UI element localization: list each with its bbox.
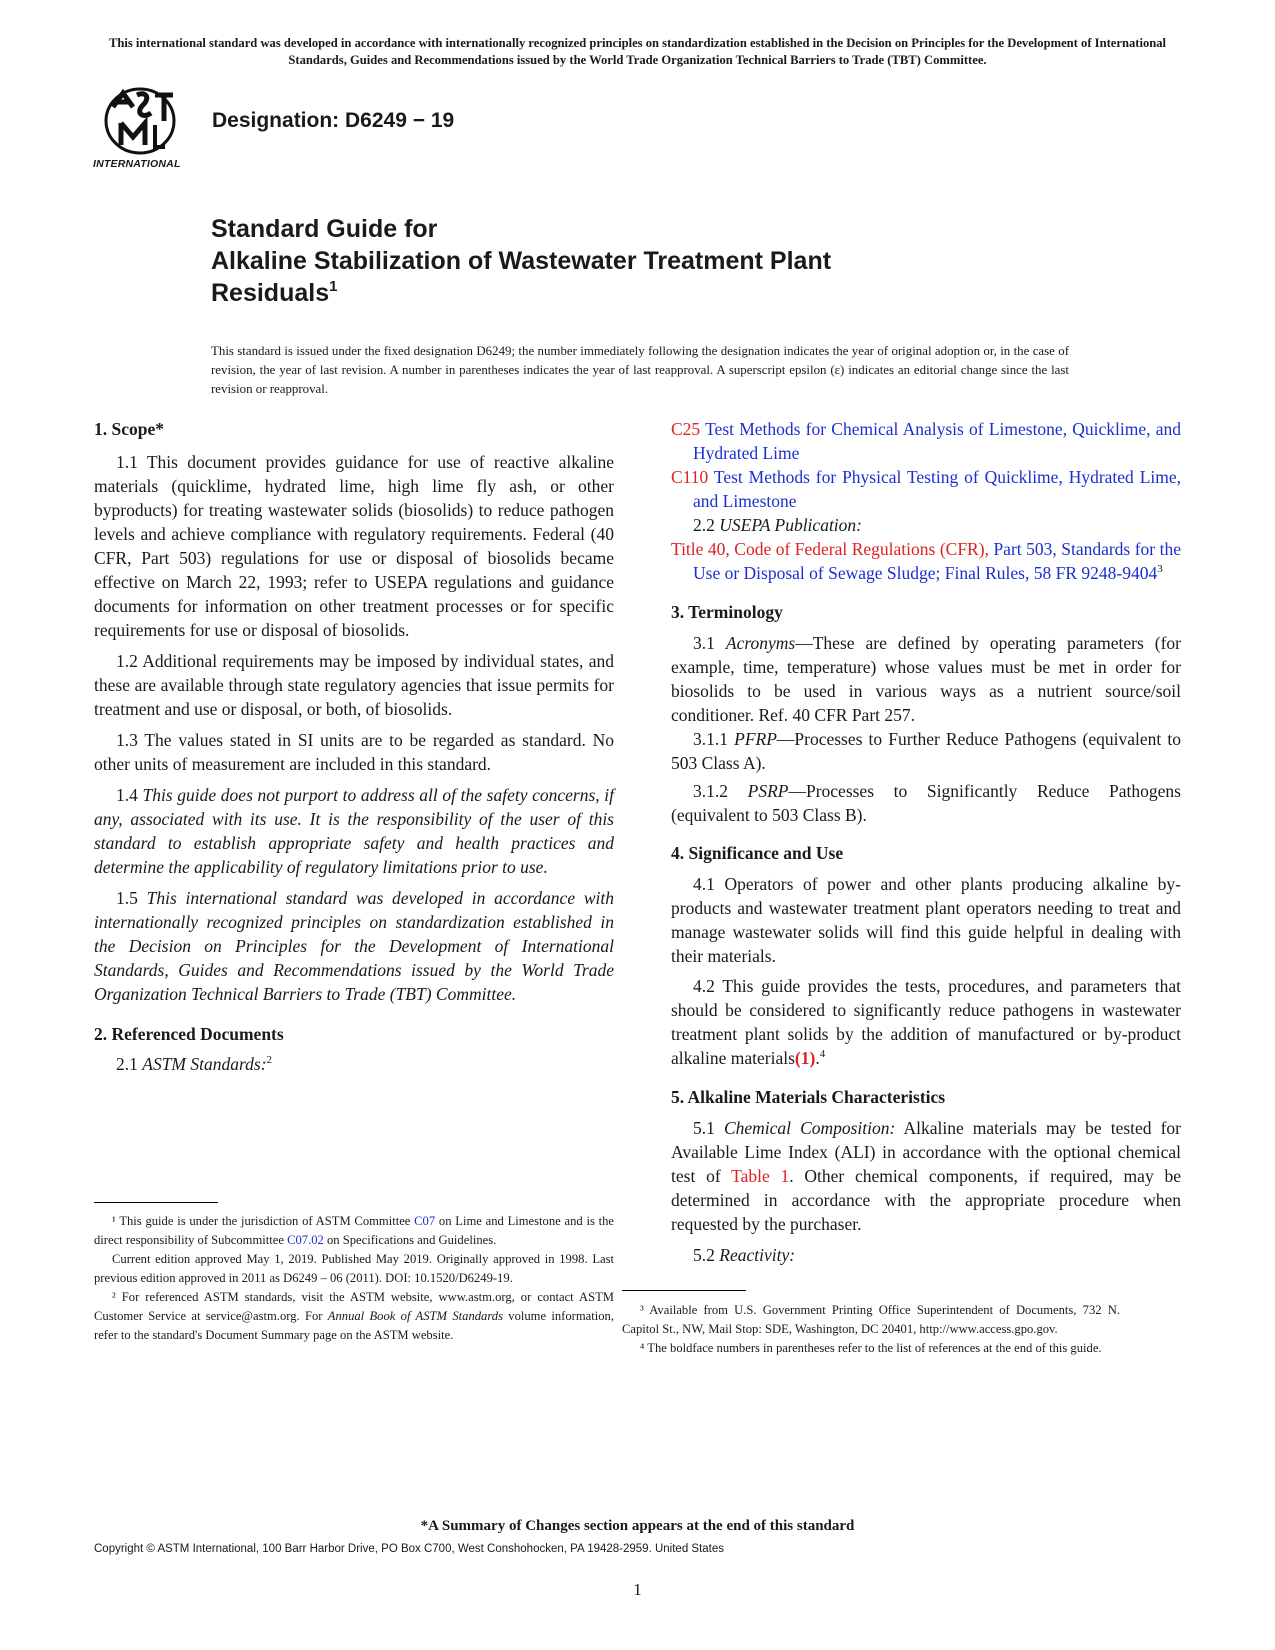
scope-heading: 1. Scope* — [94, 419, 164, 439]
reference-1-link[interactable]: (1) — [794, 1048, 816, 1068]
para-1-3: 1.3 The values stated in SI units are to be regarded as standard. No other units of measurement are included in this standard. — [94, 730, 614, 774]
significance-heading: 4. Significance and Use — [671, 843, 844, 863]
para-2-1: 2.1 ASTM Standards:$^2$ — [116, 1054, 273, 1074]
footnote-4: ⁴ The boldface numbers in parentheses refer to the list of references at the end of this guide. — [640, 1341, 1102, 1355]
alkaline-heading: 5. Alkaline Materials Characteristics — [671, 1087, 946, 1107]
para-1-1: 1.1 This document provides guidance for use of reactive alkaline materials (quicklime, hydrated lime, high lime fly ash, or other byproducts) for treating wastewater solids (biosolids) to reduce pathogen levels and achieve compliance with regulatory requirements. Federal (40 CFR, Part 503) regulations for use or disposal of biosolids became effective on March 22, 1993; refer to USEPA regulations and guidance documents for information on other treatment processes or for specific requirements for use or disposal of biosolids. — [94, 452, 614, 640]
title-line-2: Alkaline Stabilization of Wastewater Treatment Plant — [211, 247, 832, 275]
title-line-1: Standard Guide for — [211, 215, 438, 243]
table-1-link[interactable]: Table 1 — [731, 1166, 790, 1186]
footnote-1: ¹ This guide is under the jurisdiction of ASTM Committee C07 on Lime and Limestone and is the direct responsibility of Subcommittee C07.02 on Specifications and Guidelines. — [94, 1214, 614, 1247]
footnote-1-edition: Current edition approved May 1, 2019. Published May 2019. Originally approved in 1998. Last previous edition approved in 2011 as D6249 – 06 (2011). DOI: 10.1520/D6249-19. — [94, 1252, 614, 1285]
page-number: 1 — [633, 1580, 642, 1599]
para-3-1-2: 3.1.2 PSRP—Processes to Significantly Reduce Pathogens (equivalent to 503 Class B). — [671, 781, 1181, 825]
issuance-note: This standard is issued under the fixed designation D6249; the number immediately following the designation indicates the year of original adoption or, in the case of revision, the year of last revision. A number in parentheses indicates the year of last reapproval. A superscript epsilon (ε) indicates an editorial change since the last revision or reapproval. — [211, 344, 1069, 396]
designation: Designation: D6249 − 19 — [212, 109, 455, 132]
astm-logo — [93, 85, 195, 175]
footnote-rule-left — [94, 1202, 218, 1203]
para-4-2: 4.2 This guide provides the tests, procedures, and parameters that should be considered to significantly reduce pathogens in wastewater treatment plant solids by the addition of manufactured or by-product alkaline materials(1).$^4$ — [671, 976, 1181, 1068]
para-5-1: 5.1 Chemical Composition: Alkaline materials may be tested for Available Lime Index (ALI) in accordance with the optional chemical test of Table 1. Other chemical components, if required, may be determined in accordance with the appropriate procedure when requested by the purchaser. — [671, 1118, 1182, 1234]
para-5-2: 5.2 Reactivity: — [693, 1245, 796, 1265]
footnotes-right — [622, 1301, 1120, 1358]
para-2-2: 2.2 USEPA Publication: — [693, 515, 862, 535]
footnote-2: ² For referenced ASTM standards, visit the ASTM website, www.astm.org, or contact ASTM Customer Service at service@astm.org. For Annual Book of ASTM Standards volume information, refer to the standard's Document Summary page on the ASTM website. — [94, 1290, 614, 1342]
footnote-3: ³ Available from U.S. Government Printing Office Superintendent of Documents, 732 N. Capitol St., NW, Mail Stop: SDE, Washington, DC 20401, http://www.access.gpo.gov. — [622, 1303, 1120, 1336]
ref-cfr[interactable]: Title 40, Code of Federal Regulations (CFR), Part 503, Standards for the Use or Disposal of Sewage Sludge; Final Rules, 58 FR 9248-9404$^3$ — [671, 539, 1182, 583]
para-1-4: 1.4 This guide does not purport to address all of the safety concerns, if any, associated with its use. It is the responsibility of the user of this standard to establish appropriate safety and health practices and determine the applicability of regulatory limitations prior to use. — [94, 785, 614, 877]
left-column — [94, 417, 614, 1076]
para-3-1: 3.1 Acronyms—These are defined by operating parameters (for example, time, temperature) whose values must be met in order for biosolids to be used in various ways as a nutrient source/soil conditioner. Ref. 40 CFR Part 257. — [671, 633, 1182, 725]
para-1-2: 1.2 Additional requirements may be imposed by individual states, and these are available through state regulatory agencies that issue permits for treatment and use or disposal, or both, of biosolids. — [94, 651, 614, 719]
tbt-notice: This international standard was developed in accordance with internationally recognized principles on standardization established in the Decision on Principles for the Development of International Standards, Guides and Recommendations issued by the World Trade Organization Technical Barriers to Trade (TBT) Committee. — [108, 36, 1167, 67]
para-3-1-1: 3.1.1 PFRP—Processes to Further Reduce Pathogens (equivalent to 503 Class A). — [671, 729, 1182, 773]
footnote-rule-right — [622, 1290, 746, 1291]
refdocs-heading: 2. Referenced Documents — [94, 1024, 284, 1044]
c07-link[interactable]: C07 — [414, 1214, 436, 1228]
footnotes-left — [94, 1212, 614, 1345]
right-column — [671, 417, 1181, 1267]
c07-02-link[interactable]: C07.02 — [287, 1233, 324, 1247]
summary-of-changes-note: *A Summary of Changes section appears at the end of this standard — [420, 1518, 855, 1534]
para-1-5: 1.5 This international standard was developed in accordance with internationally recognized principles on standardization established in the Decision on Principles for the Development of International Standards, Guides and Recommendations issued by the World Trade Organization Technical Barriers to Trade (TBT) Committee. — [94, 888, 615, 1004]
ref-c110[interactable]: C110 Test Methods for Physical Testing of Quicklime, Hydrated Lime, and Limestone — [671, 467, 1182, 511]
terminology-heading: 3. Terminology — [671, 602, 783, 622]
para-4-1: 4.1 Operators of power and other plants producing alkaline by-products and wastewater treatment plant operators needing to treat and manage wastewater solids will find this guide helpful in dealing with their materials. — [671, 874, 1181, 966]
copyright: Copyright © ASTM International, 100 Barr Harbor Drive, PO Box C700, West Conshohocken, PA 19428-2959. United States — [94, 1543, 725, 1555]
page-title — [211, 213, 991, 309]
ref-c25[interactable]: C25 Test Methods for Chemical Analysis of Limestone, Quicklime, and Hydrated Lime — [671, 419, 1182, 463]
logo-text: INTERNATIONAL — [93, 158, 181, 170]
title-line-3: Residuals$^1$ — [211, 278, 338, 307]
